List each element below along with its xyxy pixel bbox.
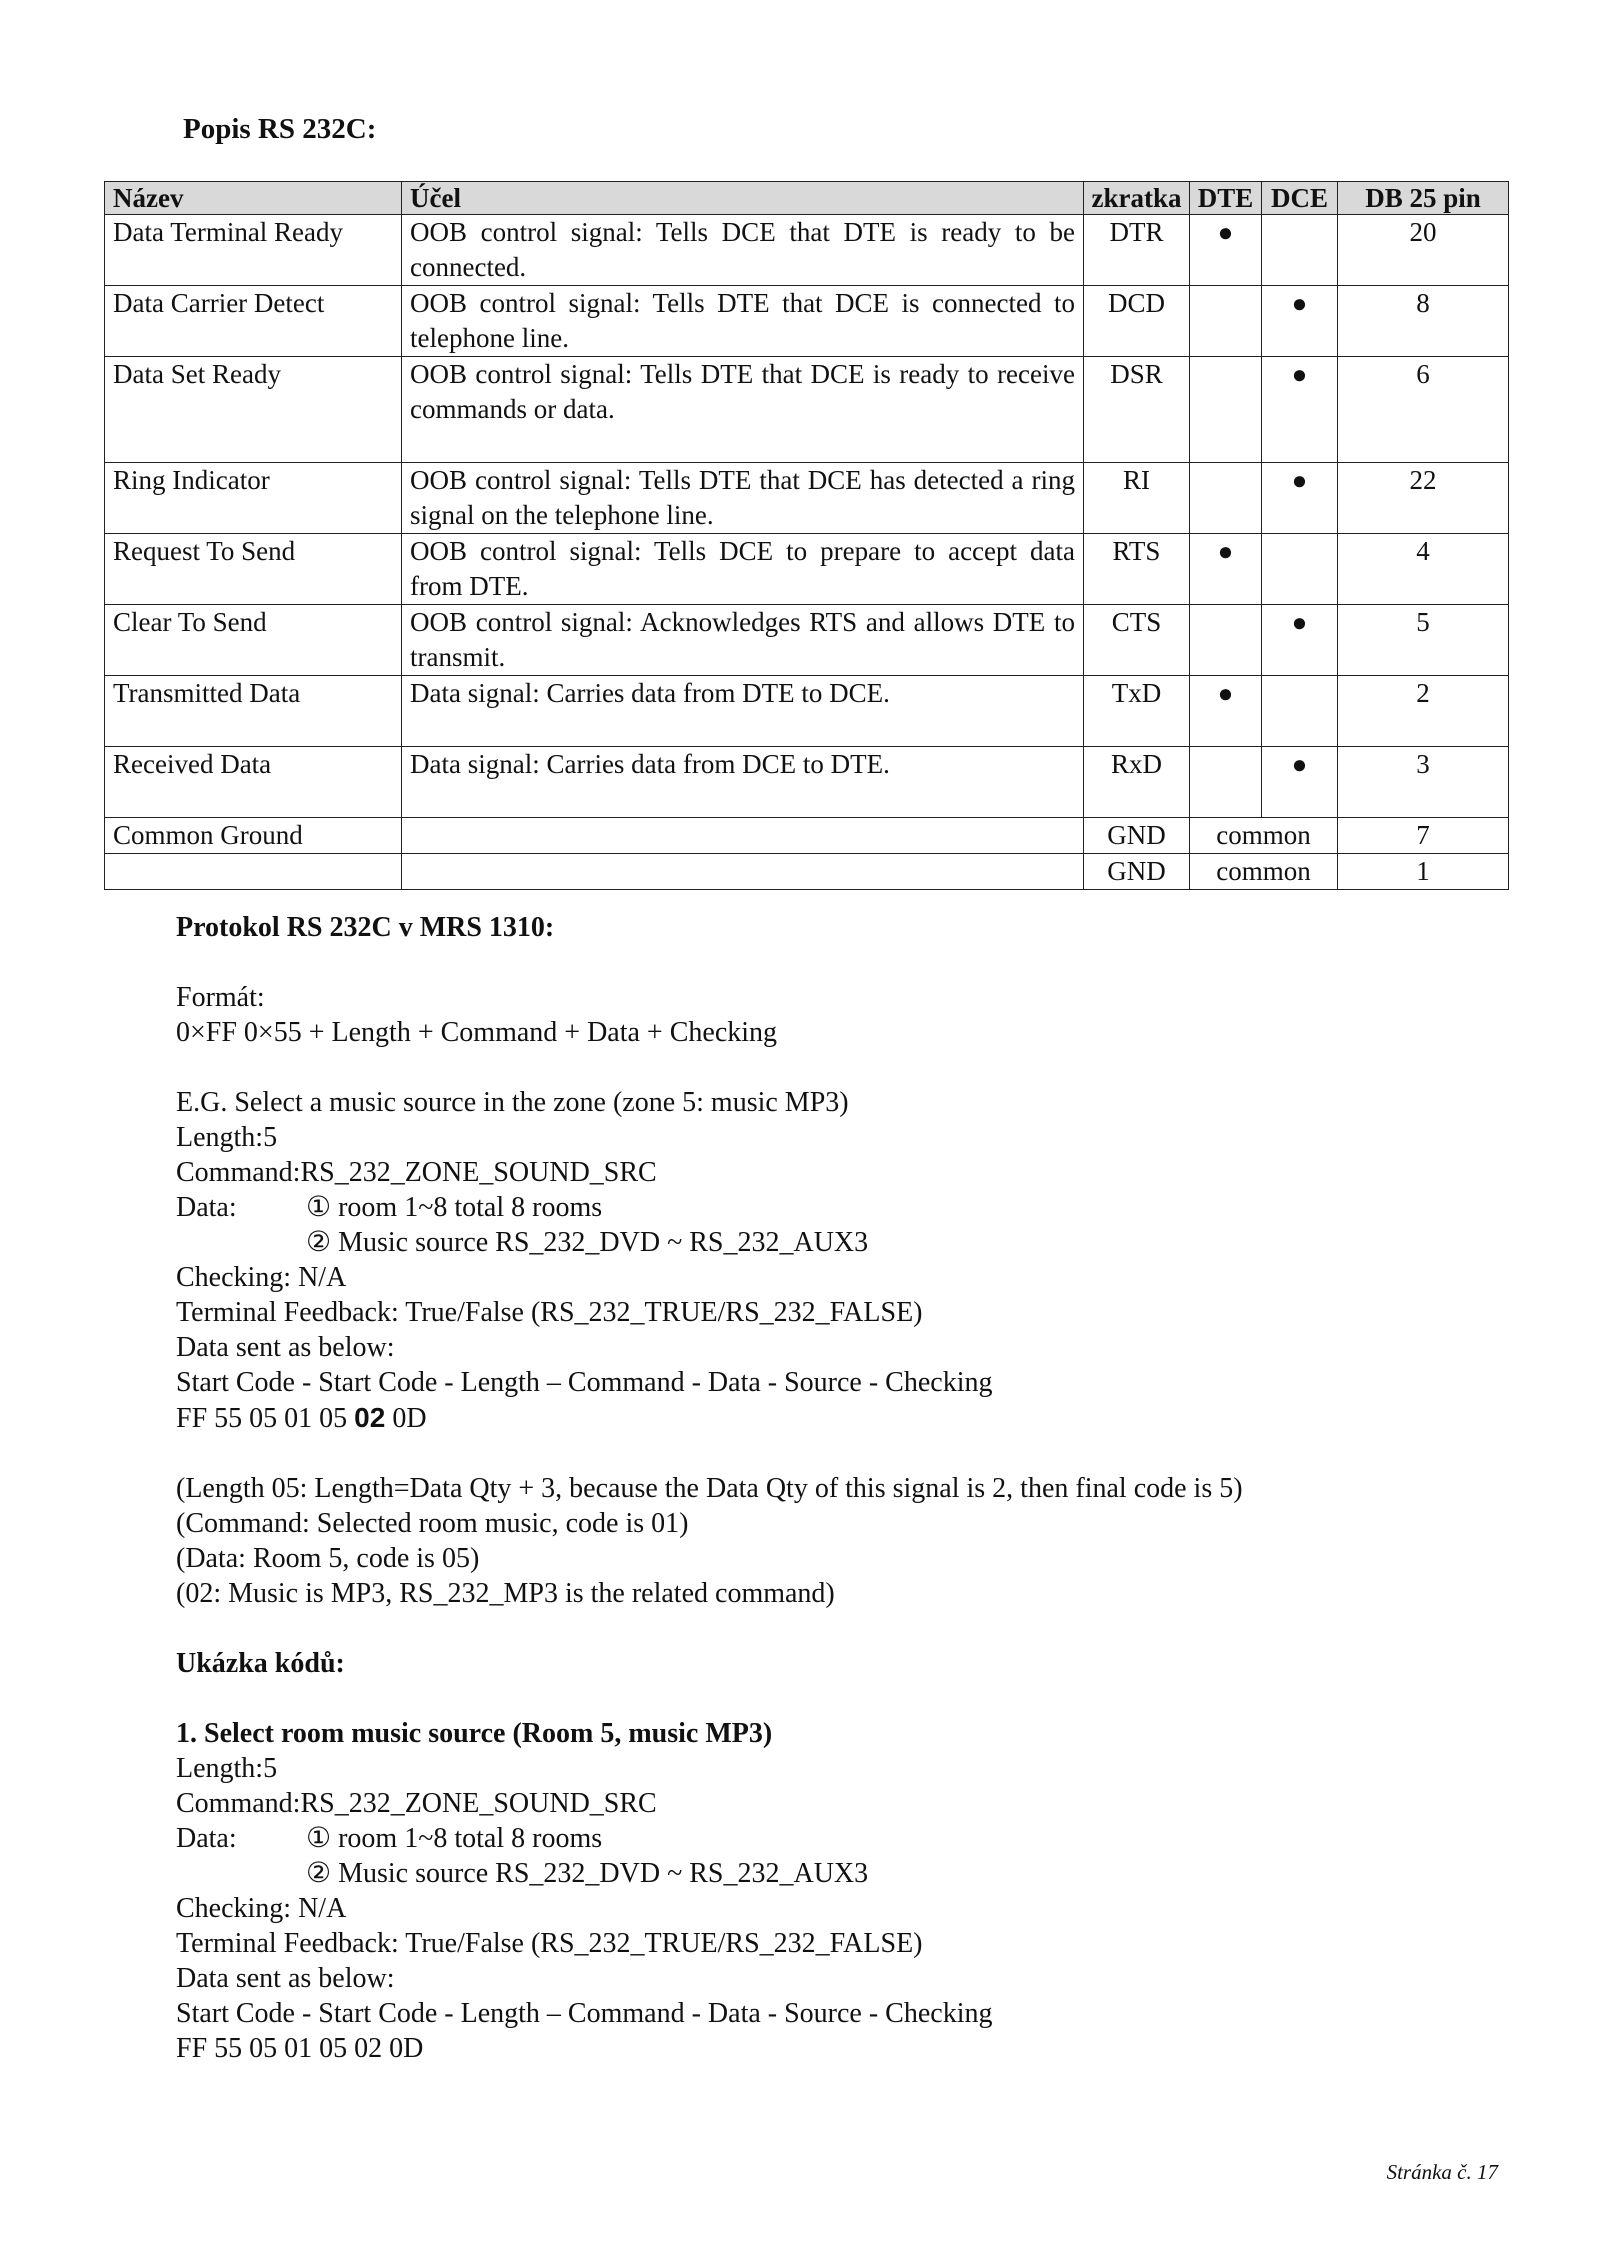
dte-marker (1190, 605, 1262, 676)
signal-name: Request To Send (105, 534, 402, 605)
signal-purpose (402, 818, 1084, 854)
hex-part: 0D (385, 1403, 427, 1434)
data-item: ① room 1~8 total 8 rooms (306, 1192, 603, 1223)
sample-item-title: 1. Select room music source (Room 5, music MP3) (176, 1718, 773, 1749)
example-data-line1 (176, 1190, 1476, 1225)
header-name: Název (105, 182, 402, 215)
signal-name: Common Ground (105, 818, 402, 854)
dce-marker: ● (1262, 605, 1338, 676)
page-number: Stránka č. 17 (1386, 2160, 1498, 2184)
signal-pin: 5 (1338, 605, 1509, 676)
signal-name (105, 854, 402, 890)
example-checking: Checking: N/A (176, 1262, 347, 1293)
signal-abbr: RTS (1084, 534, 1190, 605)
signal-purpose (402, 854, 1084, 890)
signal-pin: 6 (1338, 357, 1509, 463)
example-sequence: Start Code - Start Code - Length – Command - Data - Source - Checking (176, 1367, 993, 1398)
dce-marker: ● (1262, 747, 1338, 818)
samples-title: Ukázka kódů: (176, 1648, 345, 1679)
hex-part: FF 55 05 01 05 (176, 1403, 355, 1434)
dce-marker (1262, 215, 1338, 286)
dte-marker (1190, 357, 1262, 463)
example-length: Length:5 (176, 1122, 278, 1153)
signal-abbr: RxD (1084, 747, 1190, 818)
data-item: ② Music source RS_232_DVD ~ RS_232_AUX3 (306, 1227, 869, 1258)
table-header-row (105, 182, 1509, 215)
example-data-line2 (176, 1225, 1476, 1260)
rs232-signal-table (104, 181, 1509, 890)
sample-length: Length:5 (176, 1753, 278, 1784)
table-row (105, 534, 1509, 605)
sample-command: Command:RS_232_ZONE_SOUND_SRC (176, 1788, 657, 1819)
data-label: Data: (176, 1823, 237, 1854)
table-row (105, 818, 1509, 854)
example-feedback: Terminal Feedback: True/False (RS_232_TRUE/RS_232_FALSE) (176, 1297, 923, 1328)
sample-sent-as: Data sent as below: (176, 1963, 395, 1994)
signal-purpose: Data signal: Carries data from DTE to DCE. (402, 676, 1084, 747)
sample-checking: Checking: N/A (176, 1893, 347, 1924)
dte-marker: ● (1190, 215, 1262, 286)
signal-pin: 4 (1338, 534, 1509, 605)
signal-pin: 7 (1338, 818, 1509, 854)
table-row (105, 286, 1509, 357)
data-label: Data: (176, 1192, 237, 1223)
header-dte: DTE (1190, 182, 1262, 215)
dce-marker: ● (1262, 463, 1338, 534)
header-pin: DB 25 pin (1338, 182, 1509, 215)
note: (Length 05: Length=Data Qty + 3, because the Data Qty of this signal is 2, then final code is 5) (176, 1473, 1243, 1504)
signal-purpose (402, 357, 1084, 463)
table-row (105, 676, 1509, 747)
signal-purpose-line: commands or data. (410, 394, 615, 424)
note: (Command: Selected room music, code is 01) (176, 1508, 689, 1539)
data-item: ① room 1~8 total 8 rooms (306, 1823, 603, 1854)
dte-marker: ● (1190, 676, 1262, 747)
header-purpose: Účel (402, 182, 1084, 215)
dte-marker (1190, 286, 1262, 357)
note: (02: Music is MP3, RS_232_MP3 is the related command) (176, 1578, 835, 1609)
signal-purpose: OOB control signal: Acknowledges RTS and allows DTE to transmit. (402, 605, 1084, 676)
signal-pin: 3 (1338, 747, 1509, 818)
table-row (105, 854, 1509, 890)
signal-purpose: OOB control signal: Tells DTE that DCE has detected a ring signal on the telephone line. (402, 463, 1084, 534)
sample-data-line2 (176, 1856, 1476, 1891)
format-label: Formát: (176, 982, 265, 1013)
signal-pin: 20 (1338, 215, 1509, 286)
common-cell: common (1190, 818, 1338, 854)
signal-name: Transmitted Data (105, 676, 402, 747)
dce-marker: ● (1262, 357, 1338, 463)
signal-name: Data Carrier Detect (105, 286, 402, 357)
signal-name: Received Data (105, 747, 402, 818)
header-abbr: zkratka (1084, 182, 1190, 215)
signal-abbr: DCD (1084, 286, 1190, 357)
signal-pin: 22 (1338, 463, 1509, 534)
signal-purpose: OOB control signal: Tells DCE to prepare to accept data from DTE. (402, 534, 1084, 605)
common-cell: common (1190, 854, 1338, 890)
dte-marker (1190, 463, 1262, 534)
dte-marker (1190, 747, 1262, 818)
sample-hex: FF 55 05 01 05 02 0D (176, 2033, 424, 2064)
sample-data-line1 (176, 1821, 1476, 1856)
format-value: 0×FF 0×55 + Length + Command + Data + Checking (176, 1017, 778, 1048)
document-body (176, 910, 1476, 2066)
dce-marker (1262, 676, 1338, 747)
sample-sequence: Start Code - Start Code - Length – Command - Data - Source - Checking (176, 1998, 993, 2029)
page-heading: Popis RS 232C: (183, 113, 377, 145)
signal-abbr: RI (1084, 463, 1190, 534)
signal-pin: 2 (1338, 676, 1509, 747)
sample-feedback: Terminal Feedback: True/False (RS_232_TRUE/RS_232_FALSE) (176, 1928, 923, 1959)
dce-marker (1262, 534, 1338, 605)
table-row (105, 463, 1509, 534)
dce-marker: ● (1262, 286, 1338, 357)
dte-marker: ● (1190, 534, 1262, 605)
hex-source-byte: 02 (354, 1402, 386, 1433)
signal-name: Data Terminal Ready (105, 215, 402, 286)
signal-abbr: TxD (1084, 676, 1190, 747)
signal-purpose: OOB control signal: Tells DCE that DTE is ready to be connected. (402, 215, 1084, 286)
table-row (105, 357, 1509, 463)
data-item: ② Music source RS_232_DVD ~ RS_232_AUX3 (306, 1858, 869, 1889)
signal-purpose: Data signal: Carries data from DCE to DTE. (402, 747, 1084, 818)
signal-name: Ring Indicator (105, 463, 402, 534)
example-command: Command:RS_232_ZONE_SOUND_SRC (176, 1157, 657, 1188)
signal-purpose-line: OOB control signal: Tells DTE that DCE is ready to receive (410, 359, 1075, 389)
signal-abbr: DTR (1084, 215, 1190, 286)
note: (Data: Room 5, code is 05) (176, 1543, 480, 1574)
signal-abbr: DSR (1084, 357, 1190, 463)
example-intro: E.G. Select a music source in the zone (zone 5: music MP3) (176, 1087, 849, 1118)
table-row (105, 747, 1509, 818)
table-row (105, 215, 1509, 286)
signal-name: Clear To Send (105, 605, 402, 676)
table-row (105, 605, 1509, 676)
signal-name: Data Set Ready (105, 357, 402, 463)
signal-abbr: GND (1084, 854, 1190, 890)
example-hex (176, 1400, 1476, 1436)
signal-abbr: CTS (1084, 605, 1190, 676)
example-sent-as: Data sent as below: (176, 1332, 395, 1363)
protocol-title: Protokol RS 232C v MRS 1310: (176, 912, 555, 943)
signal-pin: 1 (1338, 854, 1509, 890)
signal-pin: 8 (1338, 286, 1509, 357)
header-dce: DCE (1262, 182, 1338, 215)
signal-abbr: GND (1084, 818, 1190, 854)
signal-purpose: OOB control signal: Tells DTE that DCE is connected to telephone line. (402, 286, 1084, 357)
